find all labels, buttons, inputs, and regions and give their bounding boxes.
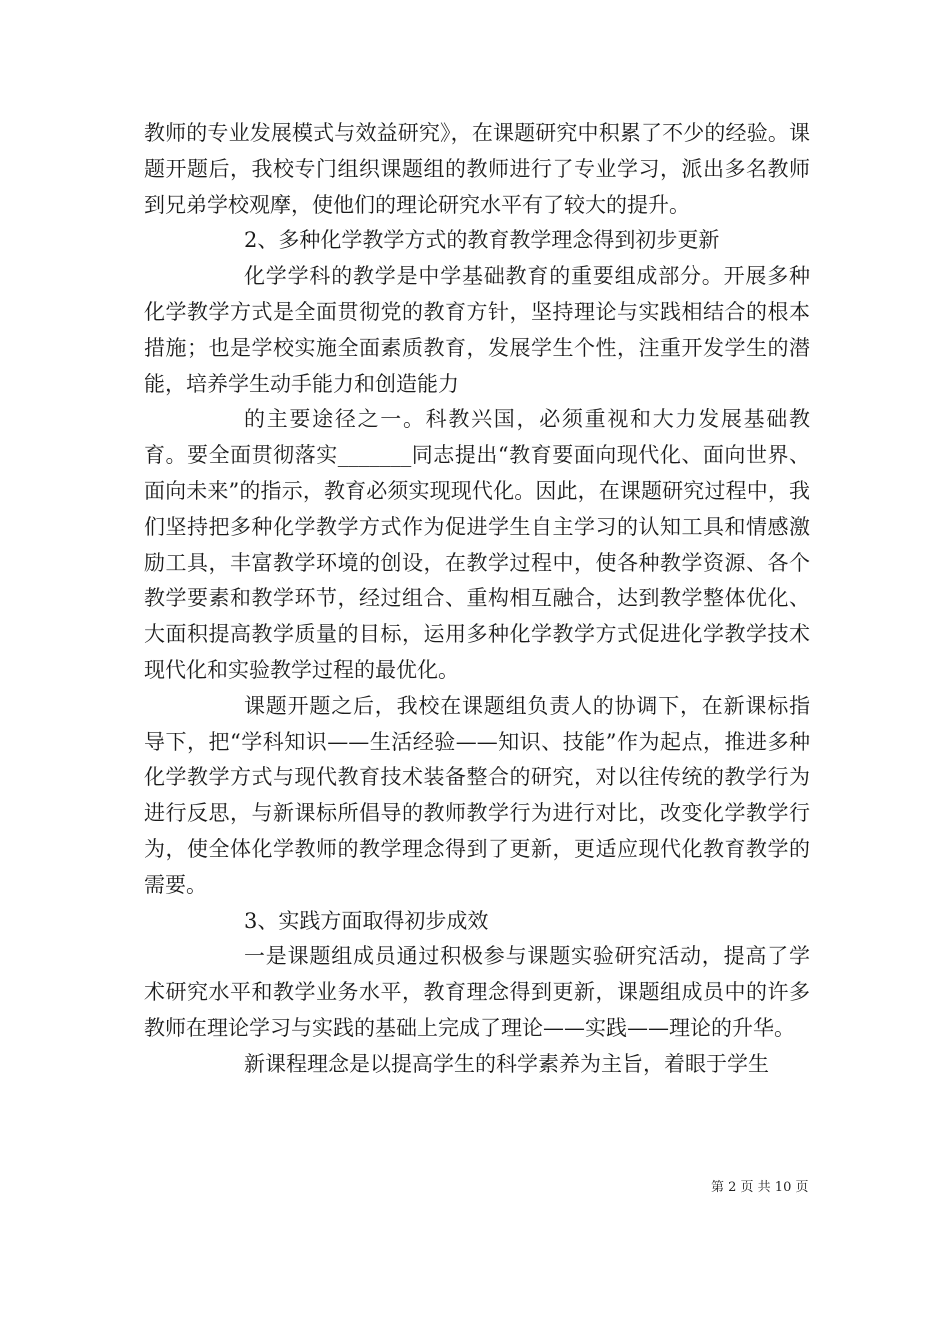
section-heading-3: 3、实践方面取得初步成效 (244, 908, 489, 933)
paragraph: 一是课题组成员通过积极参与课题实验研究活动，提高了学术研究水平和教学业务水平，教育理念得到更新，课题组成员中的许多教师在理论学习与实践的基础上完成了理论——实践——理论的升华。 (144, 944, 810, 1040)
page-number-footer: 第 2 页 共 10 页 (711, 1180, 809, 1195)
paragraph: 课题开题之后，我校在课题组负责人的协调下，在新课标指导下，把“学科知识——生活经验——知识、技能”作为起点，推进多种化学教学方式与现代教育技术装备整合的研究，对以往传统的教学行为进行反思，与新课标所倡导的教师教学行为进行对比，改变化学教学行为，使全体化学教师的教学理念得到了更新，更适应现代化教育教学的需要。 (144, 693, 810, 897)
paragraph: 化学学科的教学是中学基础教育的重要组成部分。开展多种化学教学方式是全面贯彻党的教育方针，坚持理论与实践相结合的根本措施；也是学校实施全面素质教育，发展学生个性，注重开发学生的潜能，培养学生动手能力和创造能力 (144, 264, 810, 396)
paragraph: 的主要途径之一。科教兴国，必须重视和大力发展基础教育。要全面贯彻落实_______同志提出“教育要面向现代化、面向世界、面向未来”的指示，教育必须实现现代化。因此，在课题研究过程中，我们坚持把多种化学教学方式作为促进学生自主学习的认知工具和情感激励工具，丰富教学环境的创设，在教学过程中，使各种教学资源、各个教学要素和教学环节，经过组合、重构相互融合，达到教学整体优化、大面积提高教学质量的目标，运用多种化学教学方式促进化学教学技术现代化和实验教学过程的最优化。 (144, 407, 810, 682)
section-heading-2: 2、多种化学教学方式的教育教学理念得到初步更新 (244, 228, 720, 253)
document-body (144, 116, 810, 1083)
paragraph: 新课程理念是以提高学生的科学素养为主旨，着眼于学生 (244, 1051, 769, 1076)
paragraph-continuation: 教师的专业发展模式与效益研究》，在课题研究中积累了不少的经验。课题开题后，我校专门组织课题组的教师进行了专业学习，派出多名教师到兄弟学校观摩，使他们的理论研究水平有了较大的提升。 (144, 121, 810, 217)
